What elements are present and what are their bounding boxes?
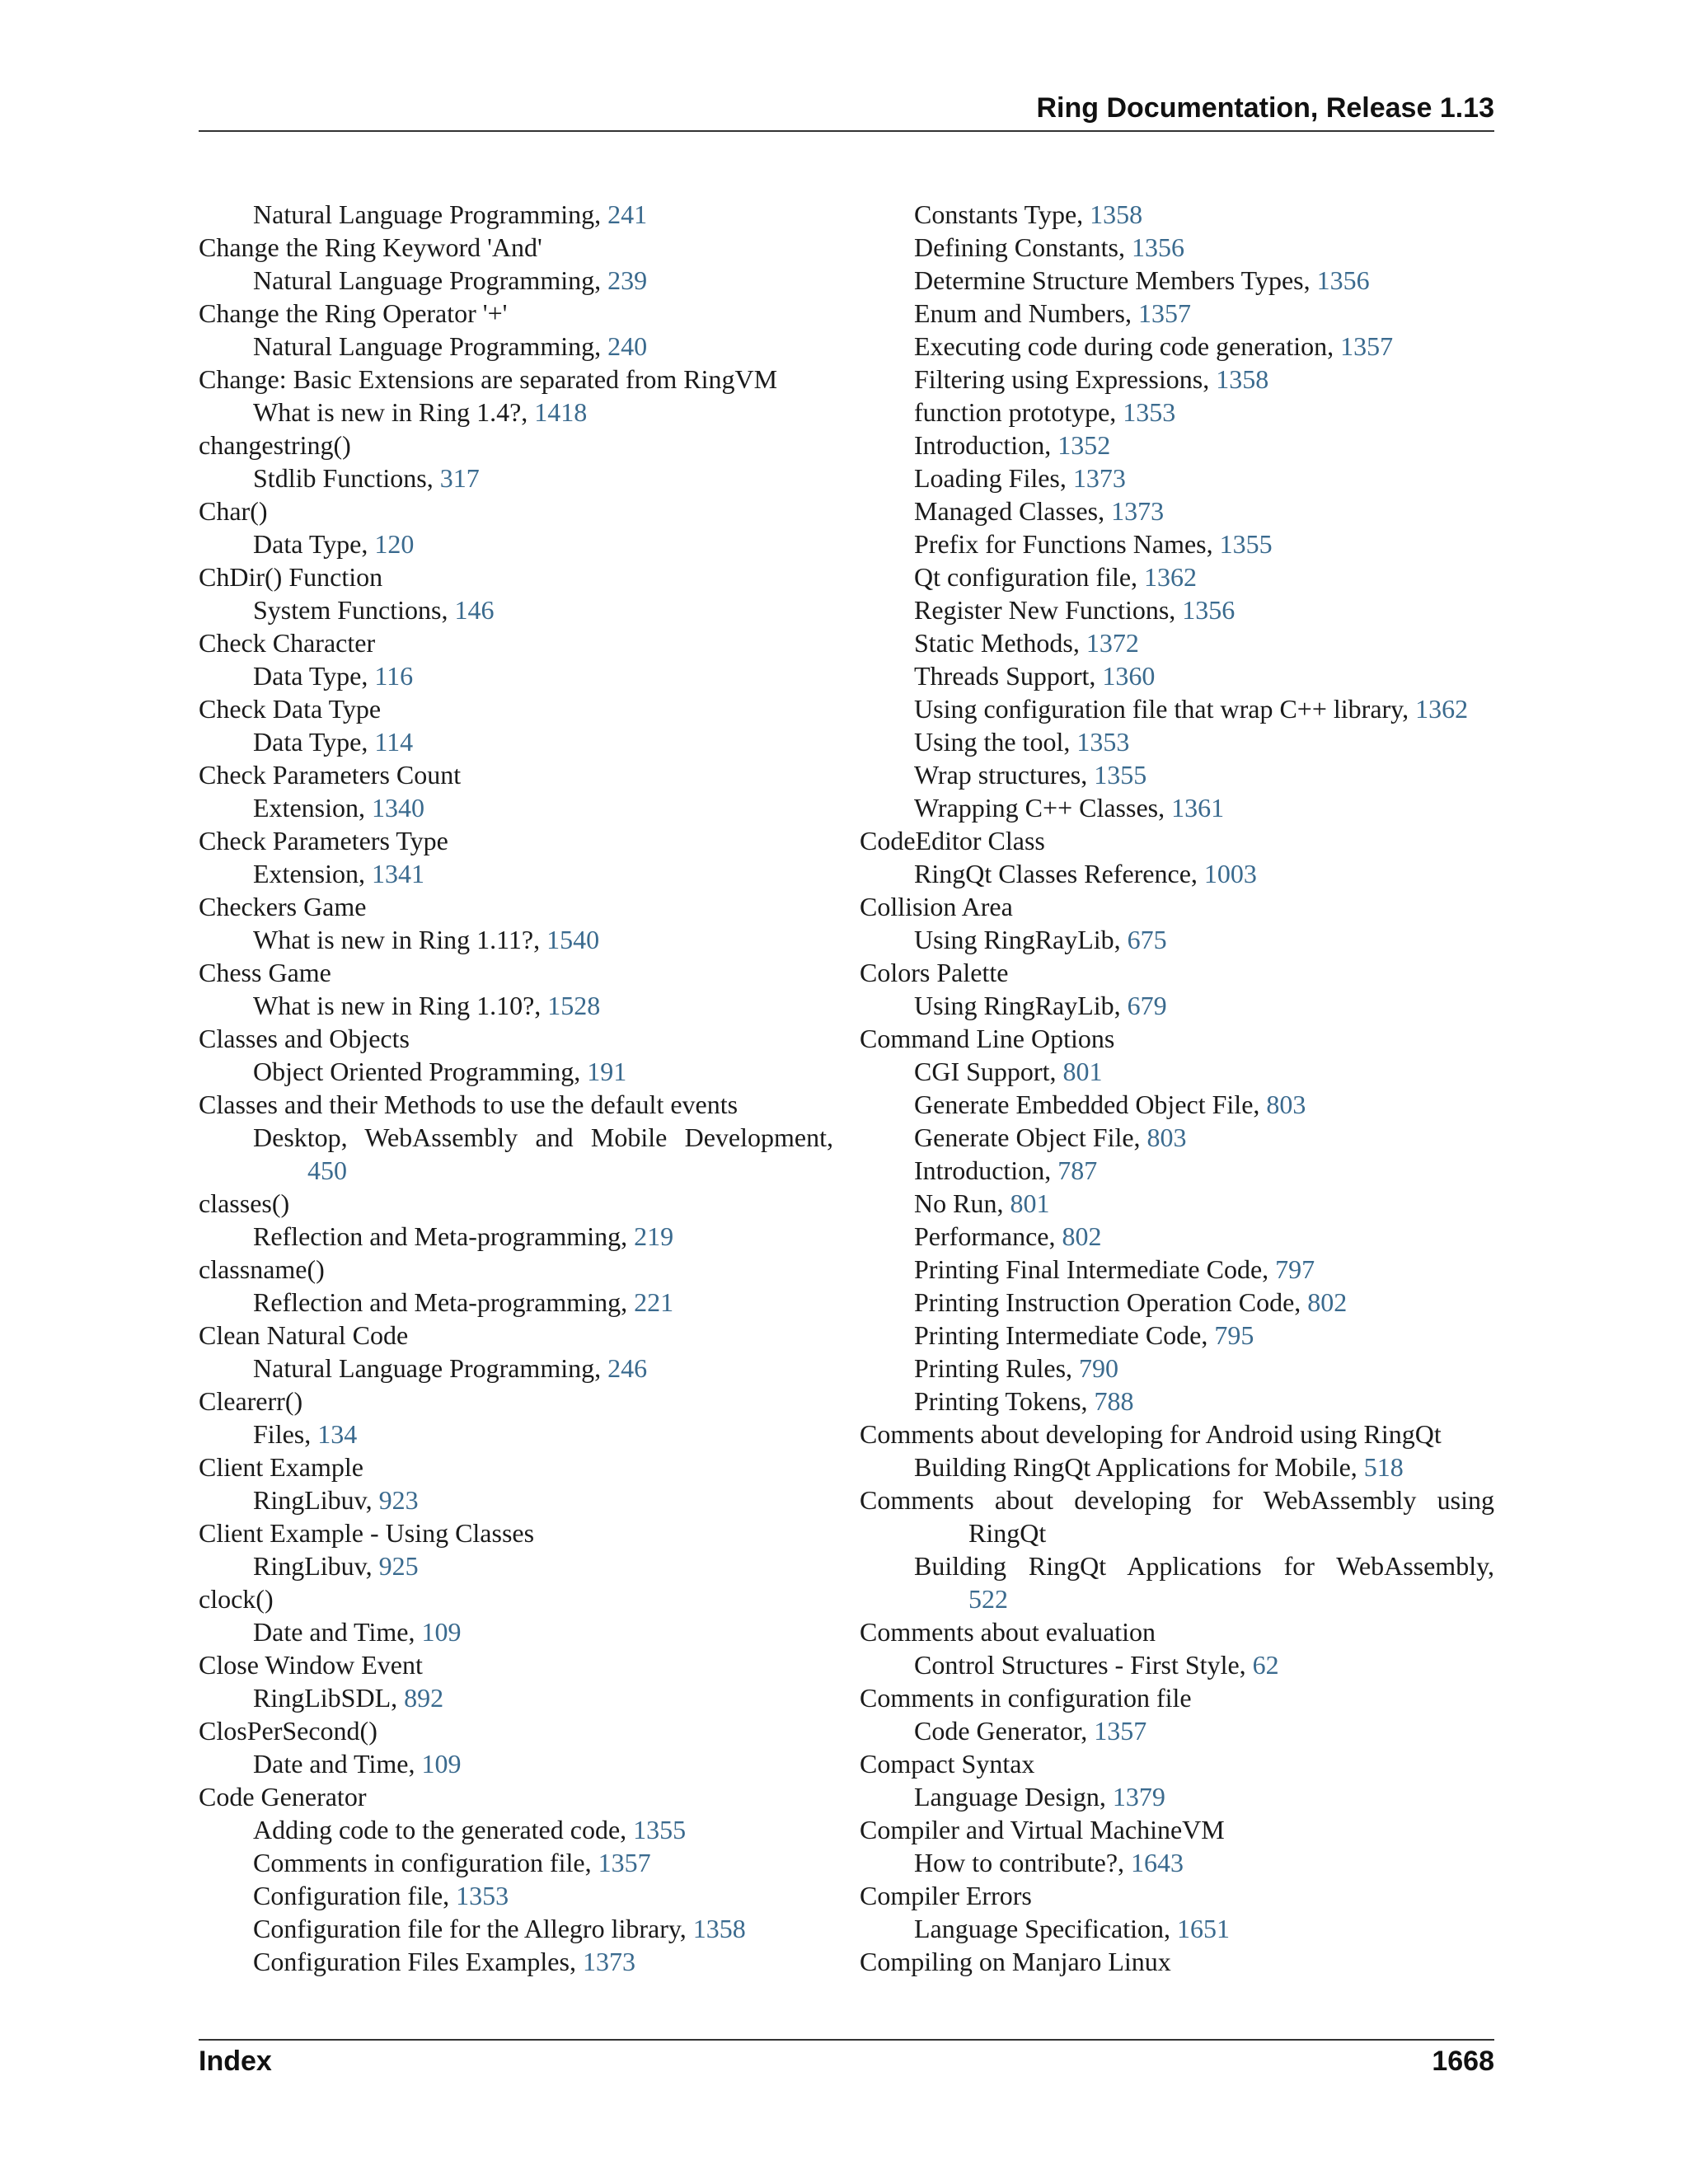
page-link[interactable]: 1358: [692, 1914, 746, 1943]
index-entry: Collision Area: [860, 892, 1013, 921]
index-subentry: Extension, 1340: [253, 793, 424, 823]
page-link[interactable]: 221: [634, 1287, 674, 1317]
index-subentry: Natural Language Programming, 246: [253, 1353, 648, 1383]
page-link[interactable]: 1353: [1076, 727, 1130, 757]
page-link[interactable]: 1528: [547, 991, 601, 1020]
index-entry: Check Parameters Count: [199, 760, 462, 790]
page-link[interactable]: 923: [378, 1485, 419, 1515]
page-link[interactable]: 1355: [633, 1815, 687, 1844]
index-entry-continuation: RingQt: [968, 1518, 1047, 1548]
index-subentry: Constants Type, 1358: [914, 199, 1143, 229]
index-entry: Checkers Game: [199, 892, 367, 921]
page-link[interactable]: 1355: [1219, 529, 1273, 559]
index-subentry: Natural Language Programming, 241: [253, 199, 648, 229]
index-subentry: Configuration Files Examples, 1373: [253, 1947, 635, 1976]
index-entry: classes(): [199, 1188, 290, 1218]
page-link[interactable]: 797: [1275, 1254, 1315, 1284]
index-entry: Change: Basic Extensions are separated from RingVM: [199, 364, 778, 394]
index-subentry: Adding code to the generated code, 1355: [253, 1815, 687, 1844]
index-entry: Close Window Event: [199, 1650, 423, 1680]
page-link[interactable]: 134: [317, 1419, 358, 1449]
page-link[interactable]: 790: [1079, 1353, 1119, 1383]
index-subentry: Printing Final Intermediate Code, 797: [914, 1254, 1315, 1284]
page-link[interactable]: 1540: [546, 925, 600, 954]
index-column-right: [860, 198, 1494, 1978]
index-subentry: No Run, 801: [914, 1188, 1050, 1218]
page-link[interactable]: 1355: [1094, 760, 1147, 790]
index-subentry: RingLibuv, 923: [253, 1485, 419, 1515]
index-subentry: Data Type, 114: [253, 727, 414, 757]
index-subentry: Loading Files, 1373: [914, 463, 1126, 493]
index-column-left: [199, 198, 833, 1978]
page-link[interactable]: 1356: [1316, 265, 1370, 295]
index-subentry: Object Oriented Programming, 191: [253, 1057, 627, 1086]
index-entry: CodeEditor Class: [860, 826, 1045, 855]
index-entry: Change the Ring Keyword 'And': [199, 232, 542, 262]
index-subentry: Introduction, 787: [914, 1155, 1098, 1185]
page-link[interactable]: 62: [1252, 1650, 1279, 1680]
page-link[interactable]: 803: [1146, 1122, 1187, 1152]
index-subentry: Configuration file for the Allegro library, 1358: [253, 1914, 746, 1943]
index-entry: Comments about developing for WebAssembly using: [860, 1485, 1494, 1515]
page-link[interactable]: 1003: [1203, 859, 1257, 888]
index-subentry: Language Design, 1379: [914, 1782, 1165, 1811]
page-link[interactable]: 1373: [1072, 463, 1126, 493]
index-subentry: Using RingRayLib, 675: [914, 925, 1167, 954]
index-subentry: Generate Object File, 803: [914, 1122, 1187, 1152]
index-subentry: Data Type, 116: [253, 661, 414, 691]
page-header-title: Ring Documentation, Release 1.13: [1036, 92, 1494, 124]
page-link[interactable]: 1418: [534, 397, 588, 427]
index-subentry: What is new in Ring 1.4?, 1418: [253, 397, 588, 427]
index-subentry: Determine Structure Members Types, 1356: [914, 265, 1370, 295]
index-subentry: CGI Support, 801: [914, 1057, 1103, 1086]
index-subentry: RingLibuv, 925: [253, 1551, 419, 1581]
index-entry: Colors Palette: [860, 958, 1009, 987]
page-link[interactable]: 892: [404, 1683, 444, 1713]
page-link[interactable]: 219: [634, 1221, 674, 1251]
index-subentry: Generate Embedded Object File, 803: [914, 1090, 1306, 1119]
index-subentry: Managed Classes, 1373: [914, 496, 1165, 526]
page-link[interactable]: 1651: [1176, 1914, 1230, 1943]
page-link[interactable]: 1362: [1144, 562, 1198, 592]
index-subentry: Enum and Numbers, 1357: [914, 298, 1191, 328]
page-link[interactable]: 518: [1363, 1452, 1404, 1482]
index-subentry: Language Specification, 1651: [914, 1914, 1230, 1943]
page-link[interactable]: 246: [607, 1353, 648, 1383]
page-link[interactable]: 1357: [1094, 1716, 1147, 1746]
index-entry: Command Line Options: [860, 1024, 1115, 1053]
index-subentry: Executing code during code generation, 1357: [914, 331, 1394, 361]
index-entry: Comments about evaluation: [860, 1617, 1156, 1647]
index-entry: ChDir() Function: [199, 562, 383, 592]
index-entry: Change the Ring Operator '+': [199, 298, 508, 328]
page-link[interactable]: 1358: [1216, 364, 1269, 394]
index-subentry: Desktop, WebAssembly and Mobile Development,: [253, 1122, 833, 1152]
index-subentry-continuation: [199, 1154, 833, 1187]
index-subentry: Stdlib Functions, 317: [253, 463, 480, 493]
index-entry: clock(): [199, 1584, 274, 1614]
index-subentry: Wrapping C++ Classes, 1361: [914, 793, 1225, 823]
index-entry: ClosPerSecond(): [199, 1716, 377, 1746]
page-link[interactable]: 802: [1307, 1287, 1348, 1317]
page-link[interactable]: 1353: [456, 1881, 509, 1910]
page-link[interactable]: 1373: [582, 1947, 635, 1976]
index-subentry: Data Type, 120: [253, 529, 415, 559]
index-subentry: Introduction, 1352: [914, 430, 1111, 460]
page-link[interactable]: 522: [968, 1584, 1008, 1614]
index-subentry: System Functions, 146: [253, 595, 495, 625]
page-link[interactable]: 788: [1094, 1386, 1134, 1416]
index-entry: Clean Natural Code: [199, 1320, 409, 1350]
page-link[interactable]: 801: [1062, 1057, 1103, 1086]
page-link[interactable]: 1356: [1182, 595, 1236, 625]
page-link[interactable]: 1340: [371, 793, 424, 823]
page-link[interactable]: 109: [421, 1617, 462, 1647]
index-entry: Compiler Errors: [860, 1881, 1032, 1910]
page-link[interactable]: 114: [374, 727, 414, 757]
index-entry: Comments about developing for Android using RingQt: [860, 1419, 1442, 1449]
index-subentry: Code Generator, 1357: [914, 1716, 1147, 1746]
index-subentry: Using the tool, 1353: [914, 727, 1130, 757]
index-entry: Chess Game: [199, 958, 331, 987]
index-subentry: Using configuration file that wrap C++ library, 1362: [914, 694, 1469, 724]
index-subentry: Date and Time, 109: [253, 1749, 462, 1779]
index-subentry-continuation: [860, 1582, 1494, 1615]
index-subentry: Printing Instruction Operation Code, 802: [914, 1287, 1348, 1317]
index-entry: Compiler and Virtual MachineVM: [860, 1815, 1225, 1844]
index-entry: Clearerr(): [199, 1386, 303, 1416]
page-link[interactable]: 1361: [1171, 793, 1225, 823]
index-subentry: Building RingQt Applications for WebAssembly,: [914, 1551, 1494, 1581]
index-entry: Client Example: [199, 1452, 363, 1482]
page-link[interactable]: 1362: [1415, 694, 1469, 724]
index-entry: Check Parameters Type: [199, 826, 448, 855]
footer-page-number: 1668: [1432, 2046, 1494, 2077]
page-link[interactable]: 1357: [1137, 298, 1191, 328]
page-link[interactable]: 679: [1127, 991, 1167, 1020]
page-link[interactable]: 1379: [1112, 1782, 1165, 1811]
page-link[interactable]: 1373: [1111, 496, 1165, 526]
page-link[interactable]: 795: [1214, 1320, 1254, 1350]
page-link[interactable]: 787: [1057, 1155, 1098, 1185]
page-link[interactable]: 1341: [371, 859, 424, 888]
index-subentry: Register New Functions, 1356: [914, 595, 1236, 625]
index-subentry: Printing Tokens, 788: [914, 1386, 1134, 1416]
page-link[interactable]: 801: [1010, 1188, 1050, 1218]
index-entry: Classes and Objects: [199, 1024, 410, 1053]
index-subentry: What is new in Ring 1.10?, 1528: [253, 991, 601, 1020]
index-entry: Check Character: [199, 628, 376, 658]
index-subentry: RingLibSDL, 892: [253, 1683, 444, 1713]
page-link[interactable]: 241: [607, 199, 648, 229]
index-subentry: Comments in configuration file, 1357: [253, 1848, 651, 1877]
page-link[interactable]: 1357: [1340, 331, 1394, 361]
index-entry: changestring(): [199, 430, 351, 460]
index-subentry: Threads Support, 1360: [914, 661, 1156, 691]
page-link[interactable]: 239: [607, 265, 648, 295]
index-entry: Comments in configuration file: [860, 1683, 1192, 1713]
page-link[interactable]: 925: [378, 1551, 419, 1581]
index-subentry: Extension, 1341: [253, 859, 424, 888]
index-subentry: Date and Time, 109: [253, 1617, 462, 1647]
index-entry: Classes and their Methods to use the default events: [199, 1090, 738, 1119]
index-subentry: Files, 134: [253, 1419, 358, 1449]
page-link[interactable]: 1356: [1131, 232, 1184, 262]
index-entry: Client Example - Using Classes: [199, 1518, 535, 1548]
page-link[interactable]: 240: [607, 331, 648, 361]
index-subentry: Configuration file, 1353: [253, 1881, 509, 1910]
footer-section-label: Index: [199, 2046, 272, 2077]
page-link[interactable]: 1358: [1090, 199, 1143, 229]
index-subentry: RingQt Classes Reference, 1003: [914, 859, 1257, 888]
index-subentry: Printing Rules, 790: [914, 1353, 1119, 1383]
page-link[interactable]: 120: [374, 529, 415, 559]
header-rule: [199, 130, 1494, 132]
page-link[interactable]: 1643: [1131, 1848, 1184, 1877]
index-subentry: Filtering using Expressions, 1358: [914, 364, 1269, 394]
index-subentry: Reflection and Meta-programming, 221: [253, 1287, 674, 1317]
index-subentry: Prefix for Functions Names, 1355: [914, 529, 1273, 559]
index-subentry: Natural Language Programming, 239: [253, 265, 648, 295]
index-entry: Compact Syntax: [860, 1749, 1035, 1779]
page-link[interactable]: 116: [374, 661, 414, 691]
page-link[interactable]: 450: [307, 1155, 347, 1185]
page-link[interactable]: 1360: [1102, 661, 1156, 691]
index-subentry: Using RingRayLib, 679: [914, 991, 1167, 1020]
page-link[interactable]: 1357: [598, 1848, 651, 1877]
page-link[interactable]: 1353: [1123, 397, 1176, 427]
index-subentry: What is new in Ring 1.11?, 1540: [253, 925, 600, 954]
page-link[interactable]: 1372: [1085, 628, 1139, 658]
page-link[interactable]: 317: [439, 463, 480, 493]
index-subentry: Natural Language Programming, 240: [253, 331, 648, 361]
index-entry: Check Data Type: [199, 694, 382, 724]
index-subentry: Defining Constants, 1356: [914, 232, 1184, 262]
page-link[interactable]: 146: [454, 595, 495, 625]
index-subentry: How to contribute?, 1643: [914, 1848, 1184, 1877]
index-entry: Compiling on Manjaro Linux: [860, 1947, 1171, 1976]
index-subentry: Static Methods, 1372: [914, 628, 1139, 658]
index-entry: Char(): [199, 496, 268, 526]
index-subentry: Reflection and Meta-programming, 219: [253, 1221, 674, 1251]
index-subentry: function prototype, 1353: [914, 397, 1176, 427]
footer-rule: [199, 2039, 1494, 2041]
index-subentry: Performance, 802: [914, 1221, 1102, 1251]
index-subentry: Wrap structures, 1355: [914, 760, 1147, 790]
index-entry: classname(): [199, 1254, 325, 1284]
page-link[interactable]: 802: [1062, 1221, 1102, 1251]
page-link[interactable]: 675: [1127, 925, 1167, 954]
page-link[interactable]: 803: [1266, 1090, 1306, 1119]
page-link[interactable]: 191: [587, 1057, 627, 1086]
index-subentry: Qt configuration file, 1362: [914, 562, 1198, 592]
index-subentry: Printing Intermediate Code, 795: [914, 1320, 1254, 1350]
page-link[interactable]: 109: [421, 1749, 462, 1779]
index-entry: Code Generator: [199, 1782, 367, 1811]
index-subentry: Control Structures - First Style, 62: [914, 1650, 1279, 1680]
page-link[interactable]: 1352: [1057, 430, 1111, 460]
index-subentry: Building RingQt Applications for Mobile, 518: [914, 1452, 1404, 1482]
